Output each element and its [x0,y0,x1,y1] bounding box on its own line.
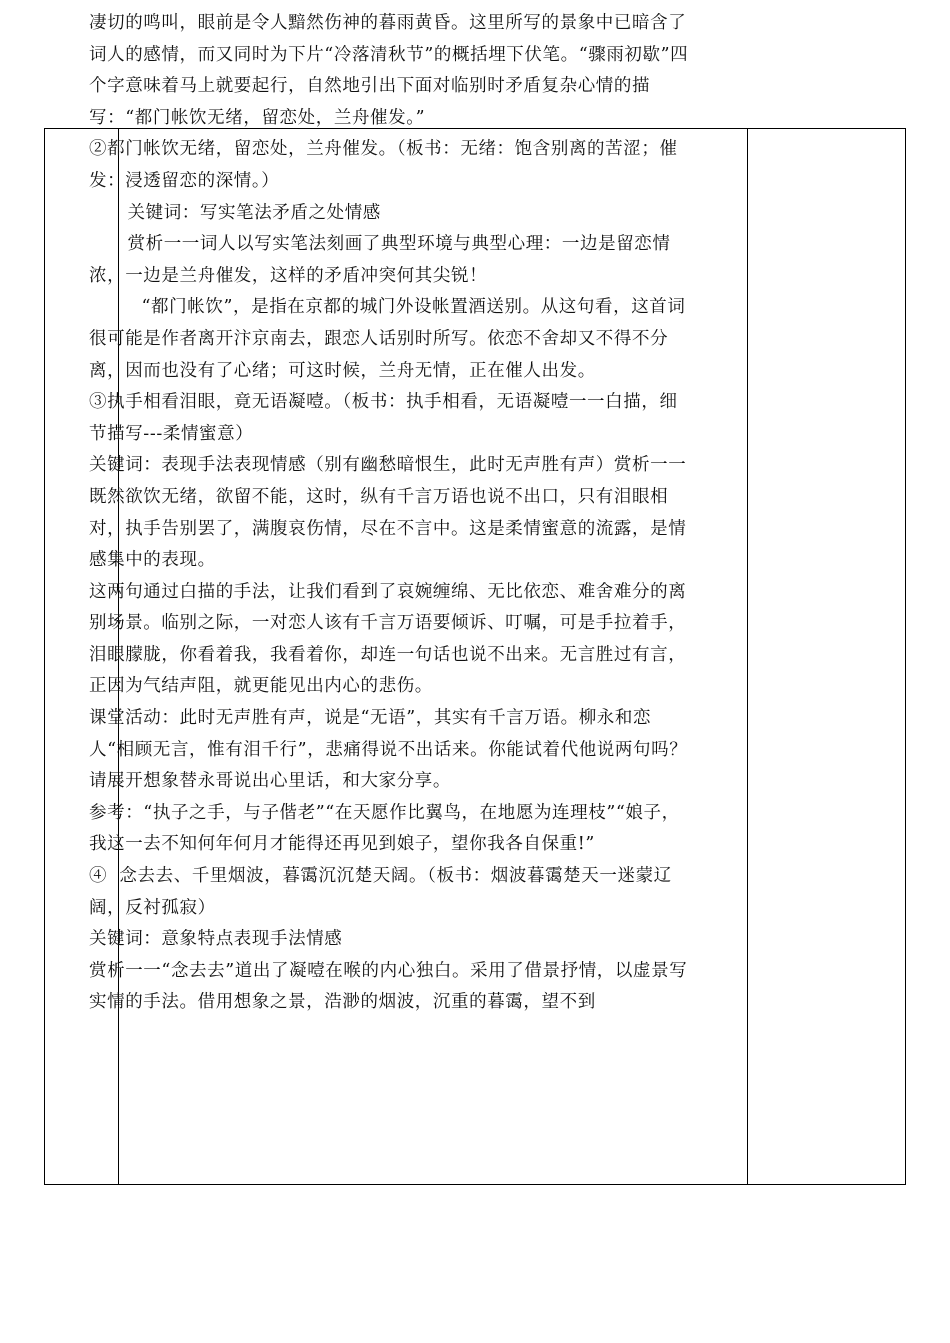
paragraph: 参考：“执子之手，与子偕老”“在天愿作比翼鸟，在地愿为连理枝”“娘子，我这一去不知何年何月才能得还再见到娘子，望你我各自保重!” [89,802,680,855]
paragraph: 课堂活动：此时无声胜有声，说是“无语”，其实有千言万语。柳永和恋人“相顾无言，惟有泪千行”，悲痛得说不出话来。你能试着代他说两句吗？请展开想象替永哥说出心里话，和大家分享。 [89,708,688,792]
paragraph: 赏析一一词人以写实笔法刻画了典型环境与典型心理：一边是留恋情浓，一边是兰舟催发，这样的矛盾冲突何其尖锐！ [89,234,671,286]
paragraph: 赏析一一“念去去”道出了凝噎在喉的内心独白。采用了借景抒情，以虚景写实情的手法。借用想象之景，浩渺的烟波，沉重的暮霭，望不到 [89,960,688,1013]
paragraph: 这两句通过白描的手法，让我们看到了哀婉缠绵、无比依恋、难舍难分的离别场景。临别之际，一对恋人该有千言万语要倾诉、叮嘱，可是手拉着手，泪眼朦胧，你看着我，我看着你，却连一句话也说不出来。无言胜过有言，正因为气结声阻，就更能见出内心的悲伤。 [89,581,687,697]
paragraph: ④ 念去去、千里烟波，暮霭沉沉楚天阔。（板书：烟波暮霭楚天一迷蒙辽阔，反衬孤寂） [89,866,672,918]
column-divider-right [747,129,748,1184]
paragraph: ②都门帐饮无绪，留恋处，兰舟催发。（板书：无绪：饱含别离的苦涩；催发：浸透留恋的深情。） [89,139,678,191]
lesson-content-cell [89,8,695,1019]
paragraph: 关键词：表现手法表现情感（别有幽愁暗恨生，此时无声胜有声）赏析一一既然欲饮无绪，欲留不能，这时，纵有千言万语也说不出口，只有泪眼相对，执手告别罢了，满腹哀伤情，尽在不言中。这是柔情蜜意的流露，是情感集中的表现。 [89,455,687,571]
paragraph: 凄切的鸣叫，眼前是令人黯然伤神的暮雨黄昏。这里所写的景象中已暗含了词人的感情，而又同时为下片“冷落清秋节”的概括埋下伏笔。“骤雨初歇”四个字意味着马上就要起行，自然地引出下面对临别时矛盾复杂心情的描写：“都门帐饮无绪，留恋处，兰舟催发。” [89,13,689,128]
paragraph: 关键词：写实笔法矛盾之处情感 [127,202,381,223]
paragraph: ③执手相看泪眼，竟无语凝噎。（板书：执手相看，无语凝噎一一白描，细节描写---柔情蜜意） [89,392,678,444]
paragraph: “都门帐饮”，是指在京都的城门外设帐置酒送别。从这句看，这首词很可能是作者离开汴京南去，跟恋人话别时所写。依恋不舍却又不得不分离，因而也没有了心绪；可这时候，兰舟无情，正在催人出发。 [89,297,686,381]
paragraph: 关键词：意象特点表现手法情感 [89,929,343,950]
